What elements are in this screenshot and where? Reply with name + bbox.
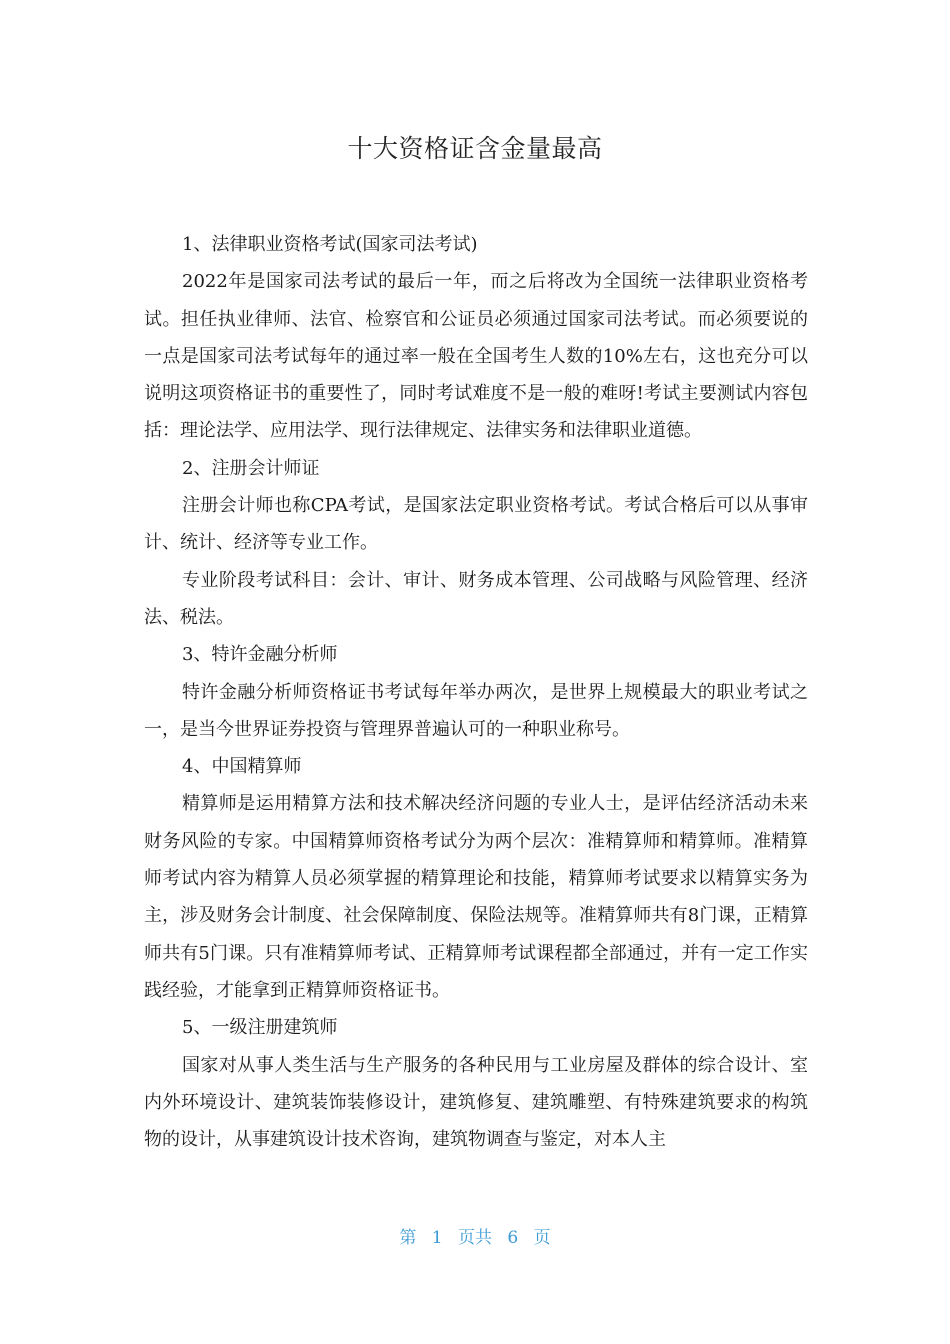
paragraph-architect: 国家对从事人类生活与生产服务的各种民用与工业房屋及群体的综合设计、室内外环境设计、建筑装饰装修设计，建筑修复、建筑雕塑、有特殊建筑要求的构筑物的设计，从事建筑设计技术咨询，建筑物调查与鉴定，对本人主 [144, 1054, 808, 1151]
heading-cfa: 3、特许金融分析师 [182, 644, 338, 666]
paragraph-law-exam: 2022年是国家司法考试的最后一年，而之后将改为全国统一法律职业资格考试。担任执业律师、法官、检察官和公证员必须通过国家司法考试。而必须要说的一点是国家司法考试每年的通过率一般在全国考生人数的10%左右，这也充分可以说明这项资格证书的重要性了，同时考试难度不是一般的难呀!考试主要测试内容包括：理论法学、应用法学、现行法律规定、法律实务和法律职业道德。 [144, 271, 808, 442]
heading-law-exam: 1、法律职业资格考试(国家司法考试) [182, 234, 478, 255]
heading-actuary: 4、中国精算师 [182, 756, 302, 778]
document-body [144, 226, 808, 1158]
paragraph-cpa-subjects: 专业阶段考试科目：会计、审计、财务成本管理、公司战略与风险管理、经济法、税法。 [144, 569, 808, 628]
paragraph-actuary: 精算师是运用精算方法和技术解决经济问题的专业人士，是评估经济活动未来财务风险的专家。中国精算师资格考试分为两个层次：准精算师和精算师。准精算师考试内容为精算人员必须掌握的精算理论和技能，精算师考试要求以精算实务为主，涉及财务会计制度、社会保障制度、保险法规等。准精算师共有8门课，正精算师共有5门课。只有准精算师考试、正精算师考试课程都全部通过，并有一定工作实践经验，才能拿到正精算师资格证书。 [144, 793, 808, 1001]
heading-cpa: 2、注册会计师证 [182, 457, 320, 479]
paragraph-cfa: 特许金融分析师资格证书考试每年举办两次，是世界上规模最大的职业考试之一，是当今世界证券投资与管理界普遍认可的一种职业称号。 [144, 681, 808, 740]
heading-architect: 5、一级注册建筑师 [182, 1017, 338, 1039]
document-title: 十大资格证含金量最高 [347, 134, 603, 163]
page-number-footer: 第 1 页共 6 页 [399, 1228, 551, 1248]
paragraph-cpa: 注册会计师也称CPA考试，是国家法定职业资格考试。考试合格后可以从事审计、统计、经济等专业工作。 [144, 495, 808, 554]
